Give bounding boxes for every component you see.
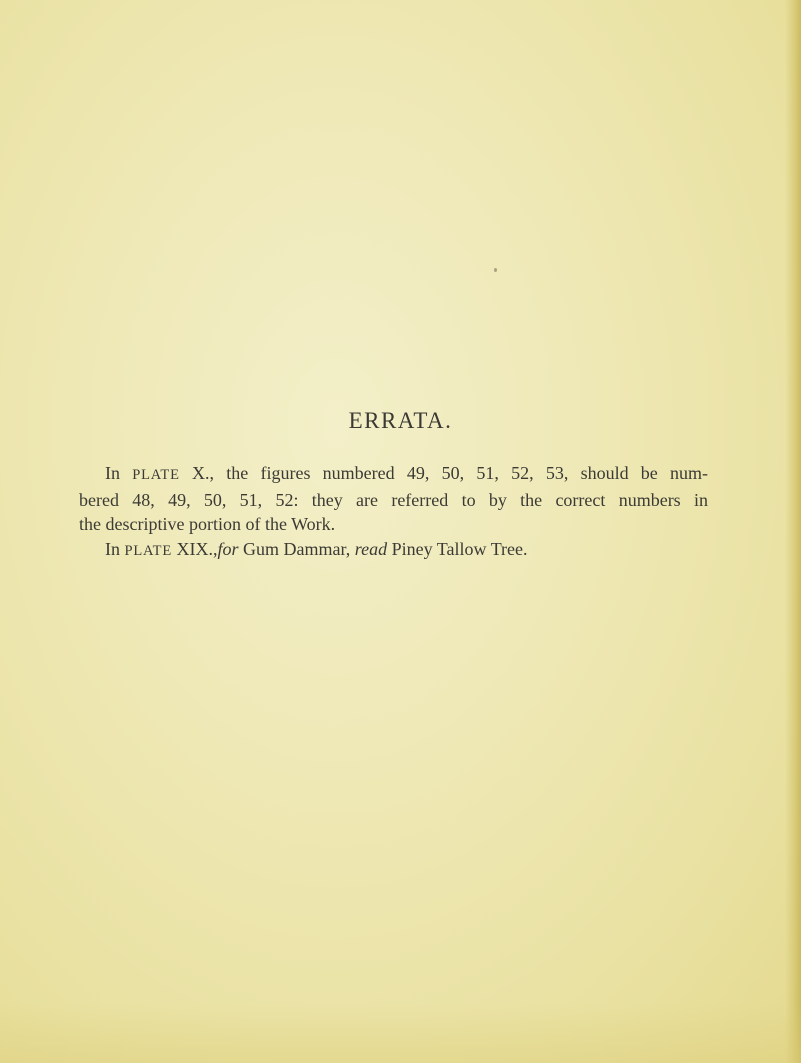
errata-entry-1-line-2: bered 48, 49, 50, 51, 52: they are referred to by the correct numbers in <box>79 489 708 510</box>
plate-number: XIX., <box>176 538 218 559</box>
word-read: read <box>354 538 388 559</box>
errata-heading: ERRATA. <box>348 408 453 433</box>
correct-name: Piney Tallow Tree. <box>391 538 528 559</box>
word-in: In <box>105 538 120 559</box>
word-for: for <box>217 538 239 559</box>
plate-label: PLATE <box>124 542 172 559</box>
errata-entry-2 <box>79 537 708 564</box>
errata-body <box>79 461 708 563</box>
paper-speck <box>494 268 497 272</box>
entry-1-text: X., the figures numbered 49, 50, 51, 52, 53, should be num- <box>192 463 709 483</box>
word-in: In <box>105 463 120 483</box>
plate-label: PLATE <box>132 467 180 483</box>
page-edge-shadow <box>785 0 801 1063</box>
wrong-name: Gum Dammar, <box>243 538 351 559</box>
errata-entry-1-line-3: the descriptive portion of the Work. <box>79 514 336 534</box>
errata-entry-1-line-1 <box>79 461 708 488</box>
page-bottom-tint <box>0 1003 801 1063</box>
